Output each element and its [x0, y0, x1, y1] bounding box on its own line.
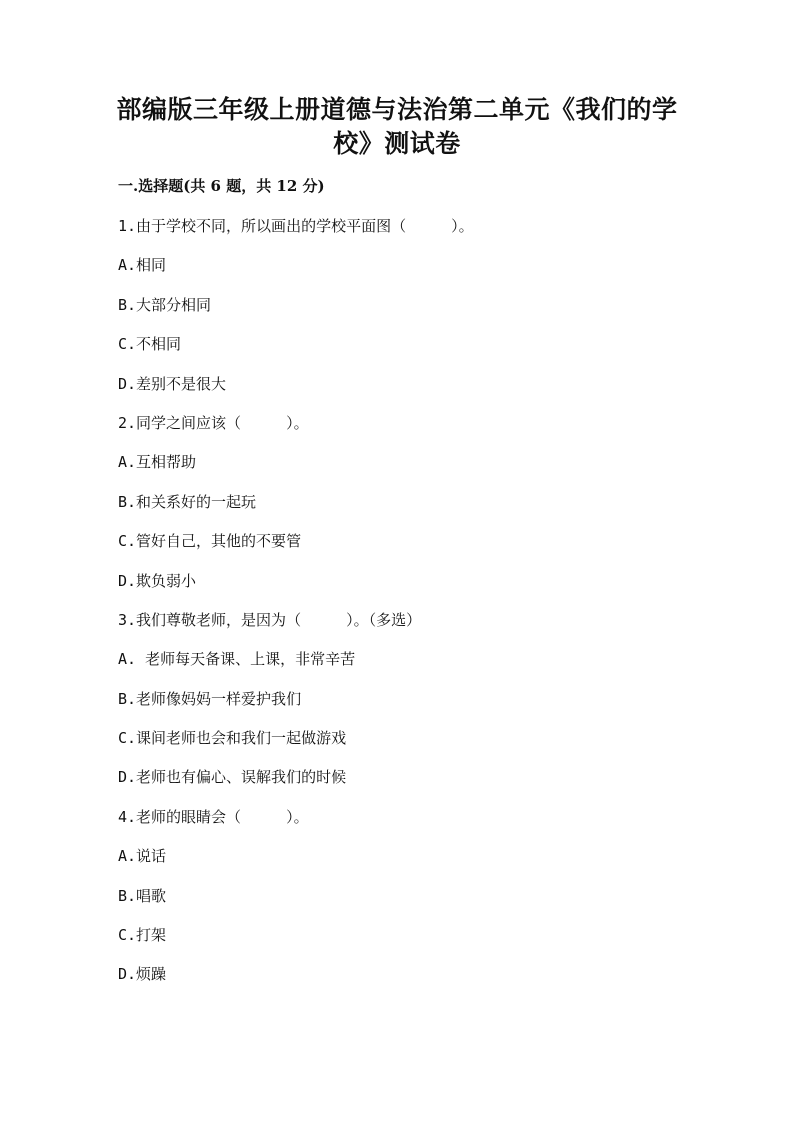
answer-option: D.差别不是很大 — [118, 374, 227, 393]
answer-option: A.相同 — [118, 256, 167, 275]
section-heading: 一.选择题(共 6 题，共 12 分) — [118, 177, 325, 195]
question-stem: 4.老师的眼睛会（ ）。 — [118, 807, 309, 826]
answer-option: B.大部分相同 — [118, 295, 212, 314]
title-line-2: 校》测试卷 — [333, 129, 461, 158]
answer-option: C.管好自己，其他的不要管 — [118, 532, 302, 551]
answer-option: C.不相同 — [118, 335, 182, 354]
answer-option: B.和关系好的一起玩 — [118, 492, 257, 511]
answer-option: D.烦躁 — [118, 965, 167, 984]
answer-option: D.欺负弱小 — [118, 571, 197, 590]
title-line-1: 部编版三年级上册道德与法治第二单元《我们的学 — [116, 95, 678, 124]
answer-option: B.唱歌 — [118, 886, 167, 905]
question-stem: 3.我们尊敬老师，是因为（ ）。（多选） — [118, 610, 422, 629]
page-title — [0, 93, 794, 161]
answer-option: A. 老师每天备课、上课，非常辛苦 — [118, 650, 356, 669]
question-stem: 1.由于学校不同，所以画出的学校平面图（ ）。 — [118, 217, 474, 235]
question-list — [118, 216, 718, 1004]
question-stem: 2.同学之间应该（ ）。 — [118, 413, 309, 432]
answer-option: C.课间老师也会和我们一起做游戏 — [118, 729, 347, 748]
answer-option: C.打架 — [118, 926, 167, 945]
answer-option: B.老师像妈妈一样爱护我们 — [118, 689, 302, 708]
answer-option: D.老师也有偏心、误解我们的时候 — [118, 768, 347, 787]
answer-option: A.说话 — [118, 847, 167, 866]
answer-option: A.互相帮助 — [118, 453, 197, 472]
